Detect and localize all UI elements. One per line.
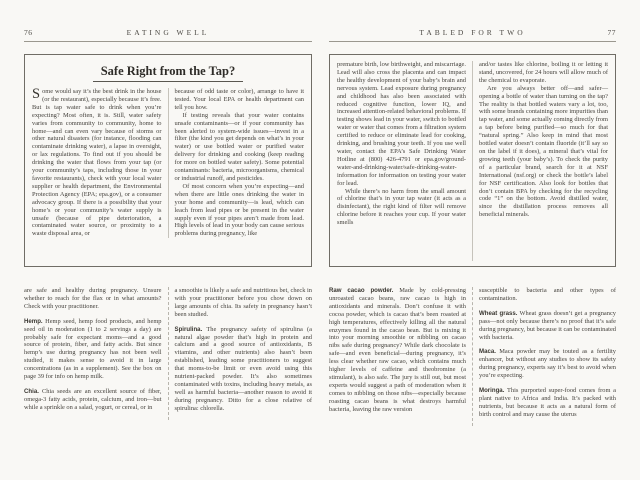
entry-text: Maca powder may be touted as a fertility enhancer, but without any studies to show its safety during pregnancy, experts say it’s best to avoid when you’re expecting. [479,348,616,380]
body-columns-right [329,287,616,426]
page-number-left: 76 [24,28,33,37]
page-left [24,28,312,465]
box-column-2 [168,88,305,238]
box-paragraph: If testing reveals that your water contains unsafe contaminants—or if your community has been alerted to system-wide issues—invest in a filter (the kind you get depends on what’s in your water) or use bottled water or purified water delivery for drinking and cooking (keep reading for more on bottled water safety). Some potential contaminants: bacteria, microorganisms, chemical or industrial runoff, and pesticides. [174,111,304,182]
body-paragraph [24,388,162,412]
entry-lead-wheat-grass: Wheat grass. [479,309,518,317]
body-paragraph [24,318,162,381]
entry-lead-maca: Maca. [479,348,496,356]
body-paragraph [479,348,616,380]
page-right [329,28,616,465]
entry-lead-chia: Chia. [24,387,39,395]
body-paragraph: a smoothie is likely a safe and nutritious bet, check in with your practitioner before you chow down on large amounts of chia. Its safety in pregnancy hasn’t been studied. [174,287,312,318]
running-head-left-title: EATING WELL [126,28,210,37]
body-column-2 [168,287,313,420]
body-column-1 [24,287,168,420]
body-paragraph: susceptible to bacteria and other types of contamination. [479,287,616,302]
dropcap-letter: S [32,86,41,102]
entry-text: Wheat grass doesn’t get a pregnancy pass—not only because there’s no proof that it’s safe during pregnancy, but because it can be contaminated with bacteria. [479,309,616,341]
entry-lead-hemp: Hemp. [24,317,43,325]
box-paragraph-text: ome would say it’s the best drink in the house (or the restaurant), especially because it’s free. But is tap water safe to drink when you’re expecting? Most often, it is. Still, water safety varies from community to community, home to home—and can even vary because of storms or other natural disasters (for instance, flooding can contaminate drinking water), a lapse in oversight, or lax regulations. To find out if you should be drinking the water that flows from your tap (or your community’s taps, including those in your favorite restaurants), check with your local water supplier or health department, the Environmental Protection Agency (EPA; epa.gov), or a consumer advocacy group. If there is a possibility that your home’s or your community’s water supply is unsafe (because of pipe deterioration, a contaminated water source, or proximity to a waste disposal area, or [32,88,162,238]
box-paragraph: premature birth, low birthweight, and miscarriage. Lead will also cross the placenta and can impact the healthy development of your baby’s brain and nervous system. Lead exposure during pregnancy and childhood has also been associated with reduced cognitive function, lower IQ, and increased attention-related behavioral problems. If testing shows lead in your water, switch to bottled water or water that comes from a filtration system certified to reduce or eliminate lead for cooking, drinking, and brushing your teeth. If you use well water, contact the EPA’s Safe Drinking Water Hotline at (800) 426-4791 or epa.gov/ground-water-and-drinking-water/safe-drinking-water-information for information on testing your water for lead. [337,61,466,187]
entry-text: This purported super-food comes from a plant native to Africa and India. It’s packed with nutrients, but because it acts as a natural form of birth control and may cause the uterus [479,387,616,418]
entry-lead-spirulina: Spirulina. [174,325,203,333]
entry-text: Hemp seed, hemp food products, and hemp seed oil in moderation (1 to 2 servings a day) are probably safe for expectant moms—and a good source of protein, fiber, and fatty acids. But since hemp’s use during pregnancy has not been well studied, it makes sense to avoid it in large concentrations (as in a supplement). See the box on page 39 for info on hemp milk. [24,317,162,381]
tap-water-box-left [24,54,312,267]
box-paragraph [32,88,162,238]
body-paragraph [175,326,313,413]
box-paragraph: because of odd taste or color), arrange to have it tested. Your local EPA or health department can tell you how. [174,88,304,111]
body-column-4 [472,287,616,426]
entry-lead-moringa: Moringa. [479,387,505,395]
box-column-3 [337,61,472,261]
box-columns-left [32,88,304,238]
entry-lead-raw-cacao-powder: Raw cacao powder. [329,287,394,294]
running-head-left [24,28,312,42]
body-text-right [329,287,616,465]
body-paragraph [479,310,616,342]
box-paragraph: Of most concern when you’re expecting—and when there are little ones drinking the water in your home and community—is lead, which can leach from lead pipes or be present in the water supply even if your pipes aren’t made from lead. High levels of lead in your body can cause serious problems during pregnancy, like [174,182,304,238]
box-columns-right [337,61,608,261]
body-paragraph [329,287,466,414]
box-paragraph: Are you always better off—and safer—opening a bottle of water than turning on the tap? The reality is that bottled waters vary a lot, too, with some brands containing more impurities than tap water, and some actually coming directly from a tap before being purified—so much for that “natural spring.” Also keep in mind that most bottled water doesn’t contain fluoride (it’ll say so on the label if it does), a mineral that’s vital for growing teeth (your baby’s). To check the purity of a particular brand, search for it at NSF International (nsf.org) or check the bottle’s label for NSF certification. Also look for bottles that don’t contain BPA by checking for the recycling code “1” on the bottom. Avoid distilled water, since the distillation process removes all beneficial minerals. [479,84,608,219]
box-paragraph: While there’s no harm from the small amount of chlorine that’s in your tap water (it acts as a disinfectant), the right kind of filter will remove chlorine before it reaches your cup. If your water smells [337,187,466,227]
box-title-wrap [32,62,304,82]
box-title: Safe Right from the Tap? [93,64,244,82]
tap-water-box-right [329,54,616,267]
page-number-right: 77 [607,28,616,37]
box-paragraph: and/or tastes like chlorine, boiling it or letting it stand, uncovered, for 24 hours will allow much of the chemical to evaporate. [479,61,608,84]
entry-text: Made by cold-pressing unroasted cacao beans, raw cacao is high in antioxidants and minerals. Don’t confuse it with cocoa powder, which is cacao that’s been roasted at high temperatures, effectively killing all the natural enzymes found in the cacao bean. But is mixing it into your morning smoothie or nibbling on cacao nibs safe during pregnancy? While dark chocolate is safe—and even beneficial—during pregnancy, it’s less clear whether raw cacao, which contains much higher levels of caffeine and theobromine (a stimulant), is also safe. The jury is still out, but most experts would suggest a path of moderation when it comes to nibbling on those nibs—especially because roasting cacao beans is what destroys harmful bacteria, leaving the raw version [329,287,466,413]
running-head-right-title: TABLED FOR TWO [419,28,526,37]
box-column-1 [32,88,168,238]
body-paragraph: are safe and healthy during pregnancy. Unsure whether to reach for the flax or in what amounts? Check with your practitioner. [24,287,162,310]
entry-text: Chia seeds are an excellent source of fiber, omega-3 fatty acids, protein, calcium, and iron—but while a sprinkle on a salad, yogurt, or cereal, or in [24,387,162,411]
body-paragraph [479,387,616,419]
running-head-right [329,28,616,42]
body-columns-left [24,287,312,420]
entry-text: The pregnancy safety of spirulina (a natural algae powder that’s high in protein and calcium and a good source of antioxidants, B vitamins, and other nutrients) also hasn’t been established, leading some practitioners to suggest that moms-to-be limit or even avoid using this nutrient-packed powder. It’s also sometimes contaminated with toxins, including heavy metals, as well as harmful bacteria—another reason to avoid it during pregnancy. Ditto for a close relative of spirulina: chlorella. [174,325,312,412]
body-text-left [24,287,312,465]
body-column-3 [329,287,472,426]
box-column-4 [472,61,608,261]
